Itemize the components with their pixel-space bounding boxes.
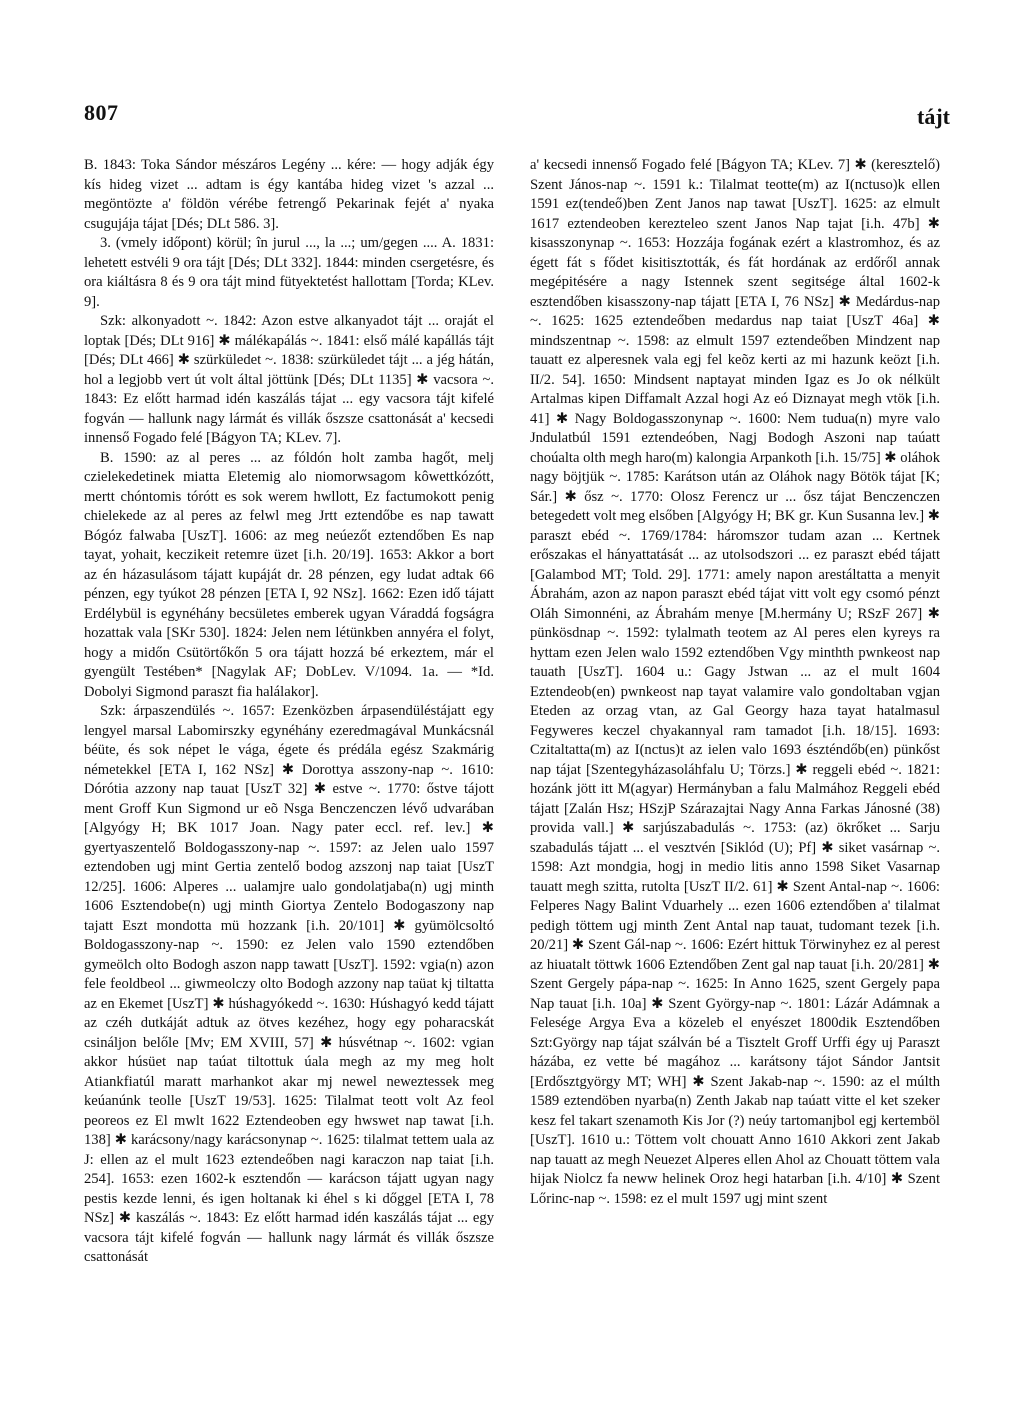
- entry-paragraph: 3. (vmely időpont) körül; în jurul ..., la ...; um/gegen .... A. 1831: lehetett estvéli 9 ora tájt [Dés; DLt 332]. 1844: minden csergetésre, és ora kiáltásra 8 és 9 ora tájt mind fütyektetést hallottam [Torda; KLev. 9].: [84, 235, 494, 310]
- running-head: tájt: [917, 104, 950, 129]
- right-column: [530, 156, 940, 1209]
- entry-paragraph: B. 1590: az al peres ... az fóldón holt zamba hagőt, melj czielekedetinek miatta Eletemig alo niomorwsagom kôwettkózótt, mertt chóntomis tórótt es sok werem hwllott, Ez factumokott penig chielekede az al peres az felwl meg Jrtt eztendőbe es nap tawatt Bógóz falwaba [UszT]. 1606: az meg neúezőt eztendőben Es nap tayat, yohait, keczikeit retemre üzet [i.h. 20/19]. 1653: Akkor a bort az én házasulásom tájatt kupáját dr. 28 pénzen, egy ludat adtak 66 pénzen, egy tyúkot 28 pénzen [ETA I, 92 NSz]. 1662: Ezen idő tájatt Erdélybül is egynéhány becsületes emberek ugyan Váraddá fogságra hozattak vala [SKr 530]. 1824: Jelen nem létünkben annyéra el folyt, hogy a midőn Csütörtőkőn 5 ora tájatt hozzá bé erkeztem, már el gyengült Testében* [Nagylak AF; DobLev. V/1094. 1a. — *Id. Dobolyi Sigmond paraszt fia halálakor].: [84, 449, 494, 700]
- page-header: [84, 100, 950, 130]
- entry-paragraph: a' kecsedi innenső Fogado felé [Bágyon TA; KLev. 7] ✱ (keresztelő) Szent János-nap ~. 1591 k.: Tilalmat teotte(m) az I(nctuso)k ellen 1591 ez(tendeő)ben Zent Janos nap tawat [UszT]. 1625: az elmult 1617 eztendeoben kerezteleo szent Janos Nap tajat [i.h. 47b] ✱ kisasszonynap ~. 1653: Hozzája fogának ezért a klastromhoz, és az égett fát s fődet kisitisztották, és fát hordának az erdőről annak megépitésére a nagy Istennek szent segitsége által 1602-k esztendőben kisasszony-nap tájatt [ETA I, 76 NSz] ✱ Medárdus-nap ~. 1625: 1625 eztendeőben medardus nap taiat [UszT 46a] ✱ mindszentnap ~. 1598: az elmult 1597 eztendeőben Mindzent nap tauatt ez alperesnek vala egj fel keõz kerti az mi hazunk keözt [i.h. II/2. 54]. 1650: Mindsent naptayat minden Igaz es Jo ok nélkült Artalmas kipen Diffamalt Azzal hogi Az eó Diznayat megh vtök [i.h. 41] ✱ Nagy Boldogasszonynap ~. 1600: Nem tudua(n) myre valo Jndulatbúl 1591 eztendeóben, Nagj Bodogh Aszoni nap taúatt choúalta olth megh haro(m) kalongia Arpankoth [i.h. 15/75] ✱ oláhok nagy böjtjük ~. 1785: Karátson után az Oláhok nagy Bötök tájat [K; Sár.] ✱ ősz ~. 1770: Olosz Ferencz ur ... ősz tájat Benczenczen betegedett volt meg elsőben [Algyógy H; BK gr. Kun Susanna lev.] ✱ paraszt ebéd ~. 1769/1784: háromszor tudam azan ... Kertnek erőszakas el hányattatását ... az utolsodszori ... ez paraszt ebéd tájatt [Galambod MT; Told. 29]. 1771: amely napon arestáltatta a menyit Ábrahám, azon az napon paraszt ebéd tájat vitt volt egy csomó pénzt Oláh Simonnéni, az Ábrahám menye [M.hermány U; RSzF 267] ✱ pünkösdnap ~. 1592: tylalmath teotem az Al peres elen kyreys ra hyttam ezen Jelen walo 1592 eztendőben Vgy minthth pwnkeost nap tauath [UszT]. 1604 u.: Gagy Jstwan ... az el mult 1604 Eztendeob(en) pwnkeost nap tayat valamire valo gondoltaban vgjan Eteden az orzag vtan, az Gal Georgy haza tayat hatalmasul Fegyweres keczel chyakannyal ram tamadot [i.h. 18/15]. 1693: Czitaltatta(m) az I(nctus)t az ielen valo 1693 észténdőb(en) pünkőst nap tájat [Szentegyházasoláhfalu U; Törzs.] ✱ reggeli ebéd ~. 1821: hozánk jött itt M(agyar) Hermányban a falu Malmához Reggeli ebéd tájatt [Zalán Hsz; HSzjP Szárazajtai Nagy Anna Farkas Jánosné (38) provida vall.] ✱ sarjúszabadulás ~. 1753: (az) ökrőket ... Sarju szabadulás tájatt ... el vesztvén [Siklód (U); Pf] ✱ siket vasárnap ~. 1598: Azt mondgia, hogj in medio litis anno 1598 Siket Vasarnap tauatt megh szitta, rutolta [UszT II/2. 61] ✱ Szent Antal-nap ~. 1606: Felperes Nagy Balint Vduarhely ... ezen 1606 eztendőben a' tilalmat pedigh töttem ugj minth Zent Antal nap tauat, tudomant tezek [i.h. 20/21] ✱ Szent Gál-nap ~. 1606: Ezért hittuk Törwinyhez ez al perest az hiuatalt töttwk 1606 Eztendőben Zent gal nap tauat [i.h. 20/281] ✱ Szent Gergely pápa-nap ~. 1625: In Anno 1625, szent Gergely papa Nap tauat [i.h. 10a] ✱ Szent György-nap ~. 1801: Lázár Adámnak a Felesége Argya Eva a közeleb el enyészet 1800dik Esztendőben Szt:György nap tájat szálván bé a Tisztelt Groff Urffi égy uj Paraszt házába, ez vette bé magához ... karátsony tájot Sándor Jantsit [Erdősztgyörgy MT; WH] ✱ Szent Jakab-nap ~. 1590: az el múlth 1589 eztendöben nyarba(n) Zenth Jakab nap taúatt vitte el ket szeker kesz fel takart szenamoth Kis Jor (?) neúy tartomanjbol egj kertemböl [UszT]. 1610 u.: Töttem volt chouatt Anno 1610 Akkori zent Jakab nap tauatt az megh Neuezet Alperes ellen Ahol az Chouatt töttem vala hijak Niolcz fa neww helinek Oroz hegi hatarban [i.h. 4/10] ✱ Szent Lőrinc-nap ~. 1598: ez el mult 1597 ugj mint szent: [530, 157, 940, 1207]
- page-number: 807: [84, 100, 119, 125]
- entry-paragraph: Szk: alkonyadott ~. 1842: Azon estve alkanyadot tájt ... oraját el loptak [Dés; DLt 916] ✱ málékapálás ~. 1841: első málé kapállás tájt [Dés; DLt 466] ✱ szürküledet ~. 1838: szürküledet tájt ... a jég hátán, hol a legjobb vert út volt által jöttünk [Dés; DLt 1135] ✱ vacsora ~. 1843: Ez előtt harmad idén kaszálás tájat ... egy vacsora tájt kifelé fogván — hallunk nagy lármát és villák őszsze csattonását a' kecsedi innenső Fogado felé [Bágyon TA; KLev. 7].: [84, 313, 494, 446]
- left-column: [84, 156, 494, 1268]
- entry-paragraph: B. 1843: Toka Sándor mészáros Legény ... kére: — hogy adják égy kís hideg vizet ... adtam is égy kantába hideg vizet 's azzal ... megöntözte a' földön vérébe fetrengő Pekarinak fejét a' nyaka csugujája tájat [Dés; DLt 586. 3].: [84, 157, 494, 232]
- entry-paragraph: Szk: árpaszendülés ~. 1657: Ezenközben árpasendüléstájatt egy lengyel marsal Labomirszky egynéhány ezeredmagával Munkácsnál béüte, és sok népet le vága, égete és prédála egész Szakmárig németekkel [ETA I, 162 NSz] ✱ Dorottya asszony-nap ~. 1610: Dórótia azzony nap tauat [UszT 32] ✱ estve ~. 1770: őstve tájott ment Groff Kun Sigmond ur eõ Nsga Benczenczen lévő udvarában [Algyógy H; BK 1017 Joan. Nagy pater eccl. ref. lev.] ✱ gyertyaszentelő Boldogasszony-nap ~. 1597: az Jelen ualo 1597 eztendoben ugj mint Gertia zentelő bodog azszonj nap taiat [UszT 12/25]. 1606: Alperes ... ualamjre ualo gondolatjaba(n) ugj minth 1606 Esztendobe(n) ugj minth Giortya Zentelo Bodogaszony nap tajatt Eszt mondotta mü hozzank [i.h. 20/101] ✱ gyümölcsoltó Boldogasszony-nap ~. 1590: ez Jelen valo 1590 eztendőben gymeölch olto Bodogh aszon napp tawatt [UszT]. 1592: vgia(n) azon fele feoldbeol ... giwmeolczy olto Bodogh azzony nap taüat kj tiltatta az en Ekemet [UszT] ✱ húshagyókedd ~. 1630: Húshagyó kedd tájatt az czéh dutkáját adtuk az ötves kezéhez, hogy egy poharacskát csináljon belőle [Mv; EM XVIII, 57] ✱ húsvétnap ~. 1602: vgian akkor húsüet nap taúat tiltottuk úala megh az my meg holt Atiankfiatúl maratt marhankot akar mj newel neweztessek meg keúanúnk teolle [UszT 19/53]. 1625: Tilalmat teott volt Az feol peoreos ez El mwlt 1622 Eztendeoben egy hwswet nap tawat [i.h. 138] ✱ karácsony/nagy karácsonynap ~. 1625: tilalmat tettem uala az J: ellen az el mult 1623 eztendeőben nagi karaczon nap taiat [i.h. 254]. 1653: ezen 1602-k esztendőn — karácson tájatt ugyan nagy pestis kezde lenni, és igen holtanak ki éhel s ki dőggel [ETA I, 78 NSz] ✱ kaszálás ~. 1843: Ez előtt harmad idén kaszálás tájat ... egy vacsora tájt kifelé fogván — hallunk nagy lármát és villák őszsze csattonását: [84, 703, 494, 1265]
